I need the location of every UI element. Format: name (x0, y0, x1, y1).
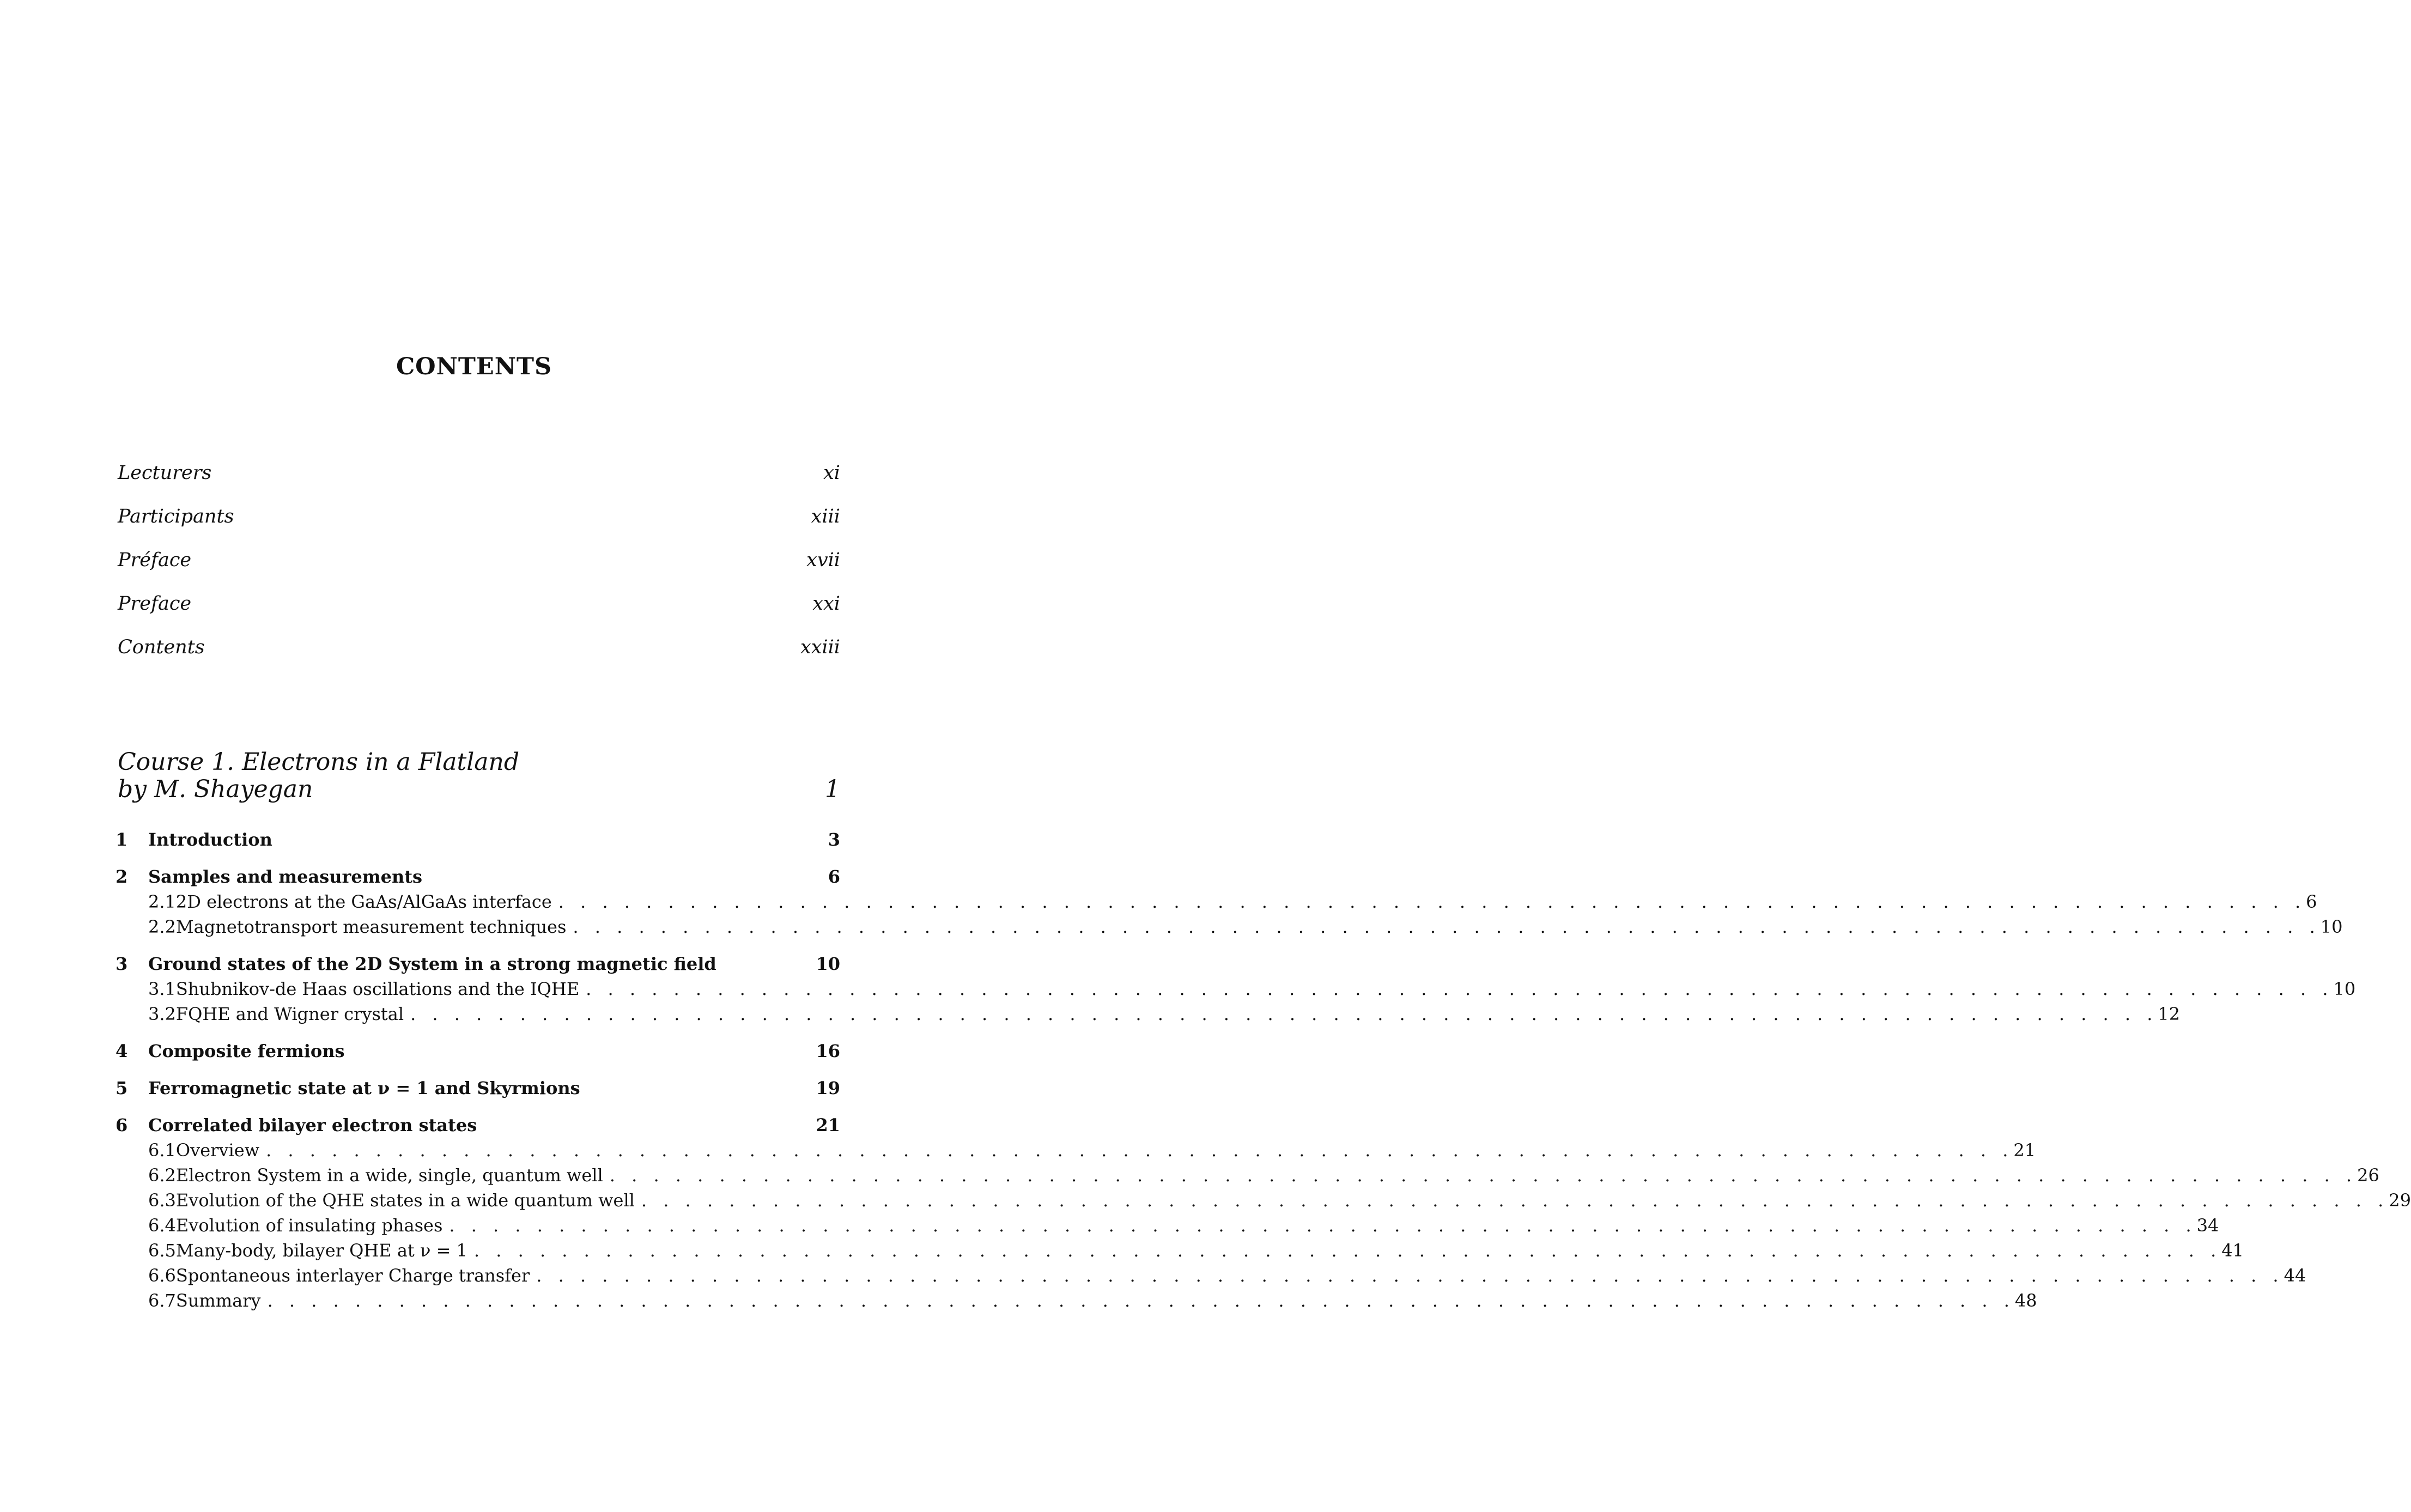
front-matter-row[interactable] (118, 593, 840, 636)
dot-leader: . . . . . . . . . . . . . . . . . . . . . . . . . . . . . . . . . . . . . . . . . . . . . . . . . . . . . . . . . . . . . . . . . . . . . . . . . . . . . . . . (267, 1290, 2015, 1311)
subsection-title: Evolution of insulating phases (175, 1215, 443, 1236)
front-matter-title: Lecturers (118, 462, 212, 484)
subsection-row[interactable] (116, 1140, 2036, 1165)
section-title: Introduction (148, 829, 272, 850)
front-matter-page: xvii (806, 549, 840, 571)
subsection-row[interactable] (116, 1004, 2181, 1029)
course-heading[interactable] (118, 749, 840, 803)
subsection-number: 6.1 (148, 1140, 176, 1161)
subsection-title: 2D electrons at the GaAs/AlGaAs interface (175, 891, 552, 912)
subsection-title: Summary (175, 1290, 261, 1311)
section-row[interactable] (116, 829, 840, 854)
front-matter-row[interactable] (118, 506, 840, 549)
subsection-row[interactable] (116, 1215, 2219, 1240)
subsection-number: 3.1 (148, 979, 176, 999)
front-matter-row[interactable] (118, 549, 840, 593)
subsection-row[interactable] (116, 916, 2343, 942)
subsection-row[interactable] (116, 1240, 2244, 1265)
subsection-number: 6.6 (148, 1265, 176, 1286)
section-row[interactable] (116, 1041, 840, 1066)
front-matter-title: Contents (118, 636, 205, 658)
subsection-page: 29 (2389, 1190, 2411, 1211)
front-matter-title: Participants (118, 506, 234, 527)
front-matter-title: Preface (118, 593, 192, 615)
section-row[interactable] (116, 1115, 840, 1140)
subsection-number: 2.1 (148, 891, 176, 912)
subsection-title: Overview (175, 1140, 260, 1161)
course-title: Course 1. Electrons in a Flatland (118, 748, 520, 776)
subsection-page: 41 (2221, 1240, 2244, 1261)
dot-leader: . . . . . . . . . . . . . . . . . . . . . . . . . . . . . . . . . . . . . . . . . . . . . . . . . . . . . . . . . . . . . . . . . . . . . . . . . . . . . . . . (473, 1240, 2222, 1261)
subsection-row[interactable] (116, 891, 2317, 916)
subsection-title: Evolution of the QHE states in a wide quantum well (175, 1190, 635, 1211)
subsection-title: Spontaneous interlayer Charge transfer (175, 1265, 530, 1286)
dot-leader: . . . . . . . . . . . . . . . . . . . . . . . . . . . . . . . . . . . . . . . . . . . . . . . . . . . . . . . . . . . . . . . . . . . . . . . . . . . . . . . . (586, 979, 2334, 999)
subsection-row[interactable] (116, 1265, 2306, 1290)
subsection-title: Many-body, bilayer QHE at ν = 1 (175, 1240, 467, 1261)
subsection-number: 3.2 (148, 1004, 176, 1024)
front-matter-page: xxi (812, 593, 840, 615)
subsection-page: 10 (2333, 979, 2356, 999)
front-matter-row[interactable] (118, 462, 840, 506)
section-number: 5 (116, 1078, 128, 1098)
front-matter-page: xi (823, 462, 840, 484)
dot-leader: . . . . . . . . . . . . . . . . . . . . . . . . . . . . . . . . . . . . . . . . . . . . . . . . . . . . . . . . . . . . . . . . . . . . . . . . . . . . . . . . (536, 1265, 2284, 1286)
subsection-number: 6.3 (148, 1190, 176, 1211)
section-row[interactable] (116, 1078, 840, 1103)
section-row[interactable] (116, 866, 840, 891)
section-title: Correlated bilayer electron states (148, 1115, 477, 1135)
section-page: 19 (816, 1078, 840, 1098)
subsection-page: 10 (2320, 916, 2343, 937)
dot-leader: . . . . . . . . . . . . . . . . . . . . . . . . . . . . . . . . . . . . . . . . . . . . . . . . . . . . . . . . . . . . . . . . . . . . . . . . . . . . . . . . (558, 891, 2306, 912)
subsection-page: 34 (2196, 1215, 2219, 1236)
subsection-page: 26 (2357, 1165, 2379, 1186)
section-number: 6 (116, 1115, 128, 1135)
section-row[interactable] (116, 954, 840, 979)
dot-leader: . . . . . . . . . . . . . . . . . . . . . . . . . . . . . . . . . . . . . . . . . . . . . . . . . . . . . . . . . . . . . . . . . . . . . . . . . . . . . . . . (410, 1004, 2158, 1024)
section-page: 3 (828, 829, 840, 850)
subsection-page: 12 (2158, 1004, 2181, 1024)
subsection-number: 6.2 (148, 1165, 176, 1186)
subsection-title: Electron System in a wide, single, quantum well (175, 1165, 603, 1186)
subsection-title: Shubnikov-de Haas oscillations and the IQHE (175, 979, 580, 999)
subsection-row[interactable] (116, 1165, 2379, 1190)
section-title: Ferromagnetic state at ν = 1 and Skyrmions (148, 1078, 580, 1098)
page-title: CONTENTS (396, 353, 552, 380)
subsection-number: 2.2 (148, 916, 176, 937)
section-page: 16 (816, 1041, 840, 1061)
front-matter-row[interactable] (118, 636, 840, 680)
subsection-row[interactable] (116, 1290, 2037, 1315)
subsection-page: 6 (2306, 891, 2317, 912)
subsection-number: 6.5 (148, 1240, 176, 1261)
section-title: Ground states of the 2D System in a strong magnetic field (148, 954, 716, 974)
front-matter-page: xiii (811, 506, 840, 527)
subsection-number: 6.7 (148, 1290, 176, 1311)
section-number: 4 (116, 1041, 128, 1061)
section-number: 3 (116, 954, 128, 974)
table-of-contents (116, 829, 2411, 1315)
course-page: 1 (825, 775, 840, 803)
dot-leader: . . . . . . . . . . . . . . . . . . . . . . . . . . . . . . . . . . . . . . . . . . . . . . . . . . . . . . . . . . . . . . . . . . . . . . . . . . . . . . . . (573, 916, 2321, 937)
front-matter-page: xxiii (800, 636, 840, 658)
section-title: Composite fermions (148, 1041, 345, 1061)
subsection-title: FQHE and Wigner crystal (175, 1004, 404, 1024)
subsection-row[interactable] (116, 979, 2356, 1004)
subsection-row[interactable] (116, 1190, 2411, 1215)
dot-leader: . . . . . . . . . . . . . . . . . . . . . . . . . . . . . . . . . . . . . . . . . . . . . . . . . . . . . . . . . . . . . . . . . . . . . . . . . . . . . . . . (449, 1215, 2197, 1236)
subsection-number: 6.4 (148, 1215, 176, 1236)
course-author: by M. Shayegan (118, 775, 313, 803)
section-page: 6 (828, 866, 840, 887)
dot-leader: . . . . . . . . . . . . . . . . . . . . . . . . . . . . . . . . . . . . . . . . . . . . . . . . . . . . . . . . . . . . . . . . . . . . . . . . . . . . . . . . (641, 1190, 2389, 1211)
dot-leader: . . . . . . . . . . . . . . . . . . . . . . . . . . . . . . . . . . . . . . . . . . . . . . . . . . . . . . . . . . . . . . . . . . . . . . . . . . . . . . . . (609, 1165, 2358, 1186)
subsection-page: 44 (2284, 1265, 2306, 1286)
section-number: 2 (116, 866, 128, 887)
subsection-title: Magnetotransport measurement techniques (175, 916, 567, 937)
section-number: 1 (116, 829, 128, 850)
section-page: 21 (816, 1115, 840, 1135)
dot-leader: . . . . . . . . . . . . . . . . . . . . . . . . . . . . . . . . . . . . . . . . . . . . . . . . . . . . . . . . . . . . . . . . . . . . . . . . . . . . . . . . (266, 1140, 2014, 1161)
front-matter-list (118, 462, 840, 680)
section-title: Samples and measurements (148, 866, 422, 887)
section-page: 10 (816, 954, 840, 974)
subsection-page: 48 (2014, 1290, 2037, 1311)
front-matter-title: Préface (118, 549, 192, 571)
subsection-page: 21 (2013, 1140, 2036, 1161)
